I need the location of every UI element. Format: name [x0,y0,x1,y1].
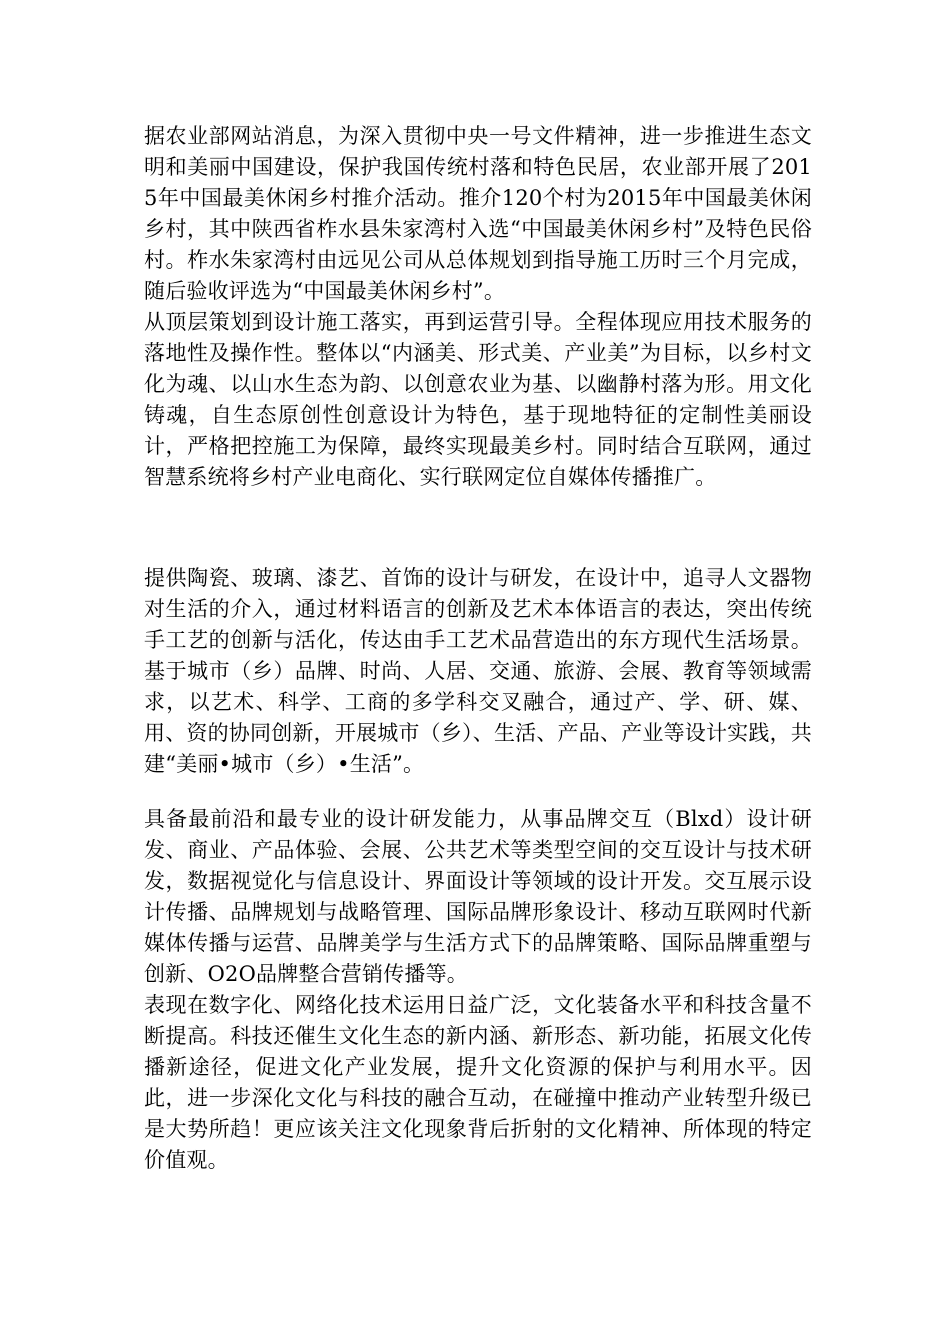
text-block-brand [144,804,812,1176]
paragraph-crafts-design: 提供陶瓷、玻璃、漆艺、首饰的设计与研发，在设计中，追寻人文器物对生活的介入，通过材料语言的创新及艺术本体语言的表达，突出传统手工艺的创新与活化，传达由手工艺术品营造出的东方现代生活场景。基于城市（乡）品牌、时尚、人居、交通、旅游、会展、教育等领域需求，以艺术、科学、工商的多学科交叉融合，通过产、学、研、媒、用、资的协同创新，开展城市（乡）、生活、产品、产业等设计实践，共建“美丽•城市（乡）•生活”。 [144,566,812,776]
paragraph-culture-technology: 表现在数字化、网络化技术运用日益广泛，文化装备水平和科技含量不断提高。科技还催生文化生态的新内涵、新形态、新功能，拓展文化传播新途径，促进文化产业发展，提升文化资源的保护与利用水平。因此，进一步深化文化与科技的融合互动，在碰撞中推动产业转型升级已是大势所趋！更应该关注文化现象背后折射的文化精神、所体现的特定价值观。 [144,993,812,1172]
text-block-crafts [144,563,812,780]
paragraph-village-design: 从顶层策划到设计施工落实，再到运营引导。全程体现应用技术服务的落地性及操作性。整体以“内涵美、形式美、产业美”为目标，以乡村文化为魂、以山水生态为韵、以创意农业为基、以幽静村落为形。用文化铸魂，自生态原创性创意设计为特色，基于现地特征的定制性美丽设计，严格把控施工为保障，最终实现最美乡村。同时结合互联网，通过智慧系统将乡村产业电商化、实行联网定位自媒体传播推广。 [144,310,812,489]
paragraph-brand-interaction: 具备最前沿和最专业的设计研发能力，从事品牌交互（Blxd）设计研发、商业、产品体验、会展、公共艺术等类型空间的交互设计与技术研发，数据视觉化与信息设计、界面设计等领域的设计开发。交互展示设计传播、品牌规划与战略管理、国际品牌形象设计、移动互联网时代新媒体传播与运营、品牌美学与生活方式下的品牌策略、国际品牌重塑与创新、O2O品牌整合营销传播等。 [144,807,812,986]
paragraph-village-news: 据农业部网站消息，为深入贯彻中央一号文件精神，进一步推进生态文明和美丽中国建设，保护我国传统村落和特色民居，农业部开展了2015年中国最美休闲乡村推介活动。推介120个村为2015年中国最美休闲乡村，其中陕西省柞水县朱家湾村入选“中国最美休闲乡村”及特色民俗村。柞水朱家湾村由远见公司从总体规划到指导施工历时三个月完成，随后验收评选为“中国最美休闲乡村”。 [144,124,812,303]
text-block-village [144,121,812,493]
